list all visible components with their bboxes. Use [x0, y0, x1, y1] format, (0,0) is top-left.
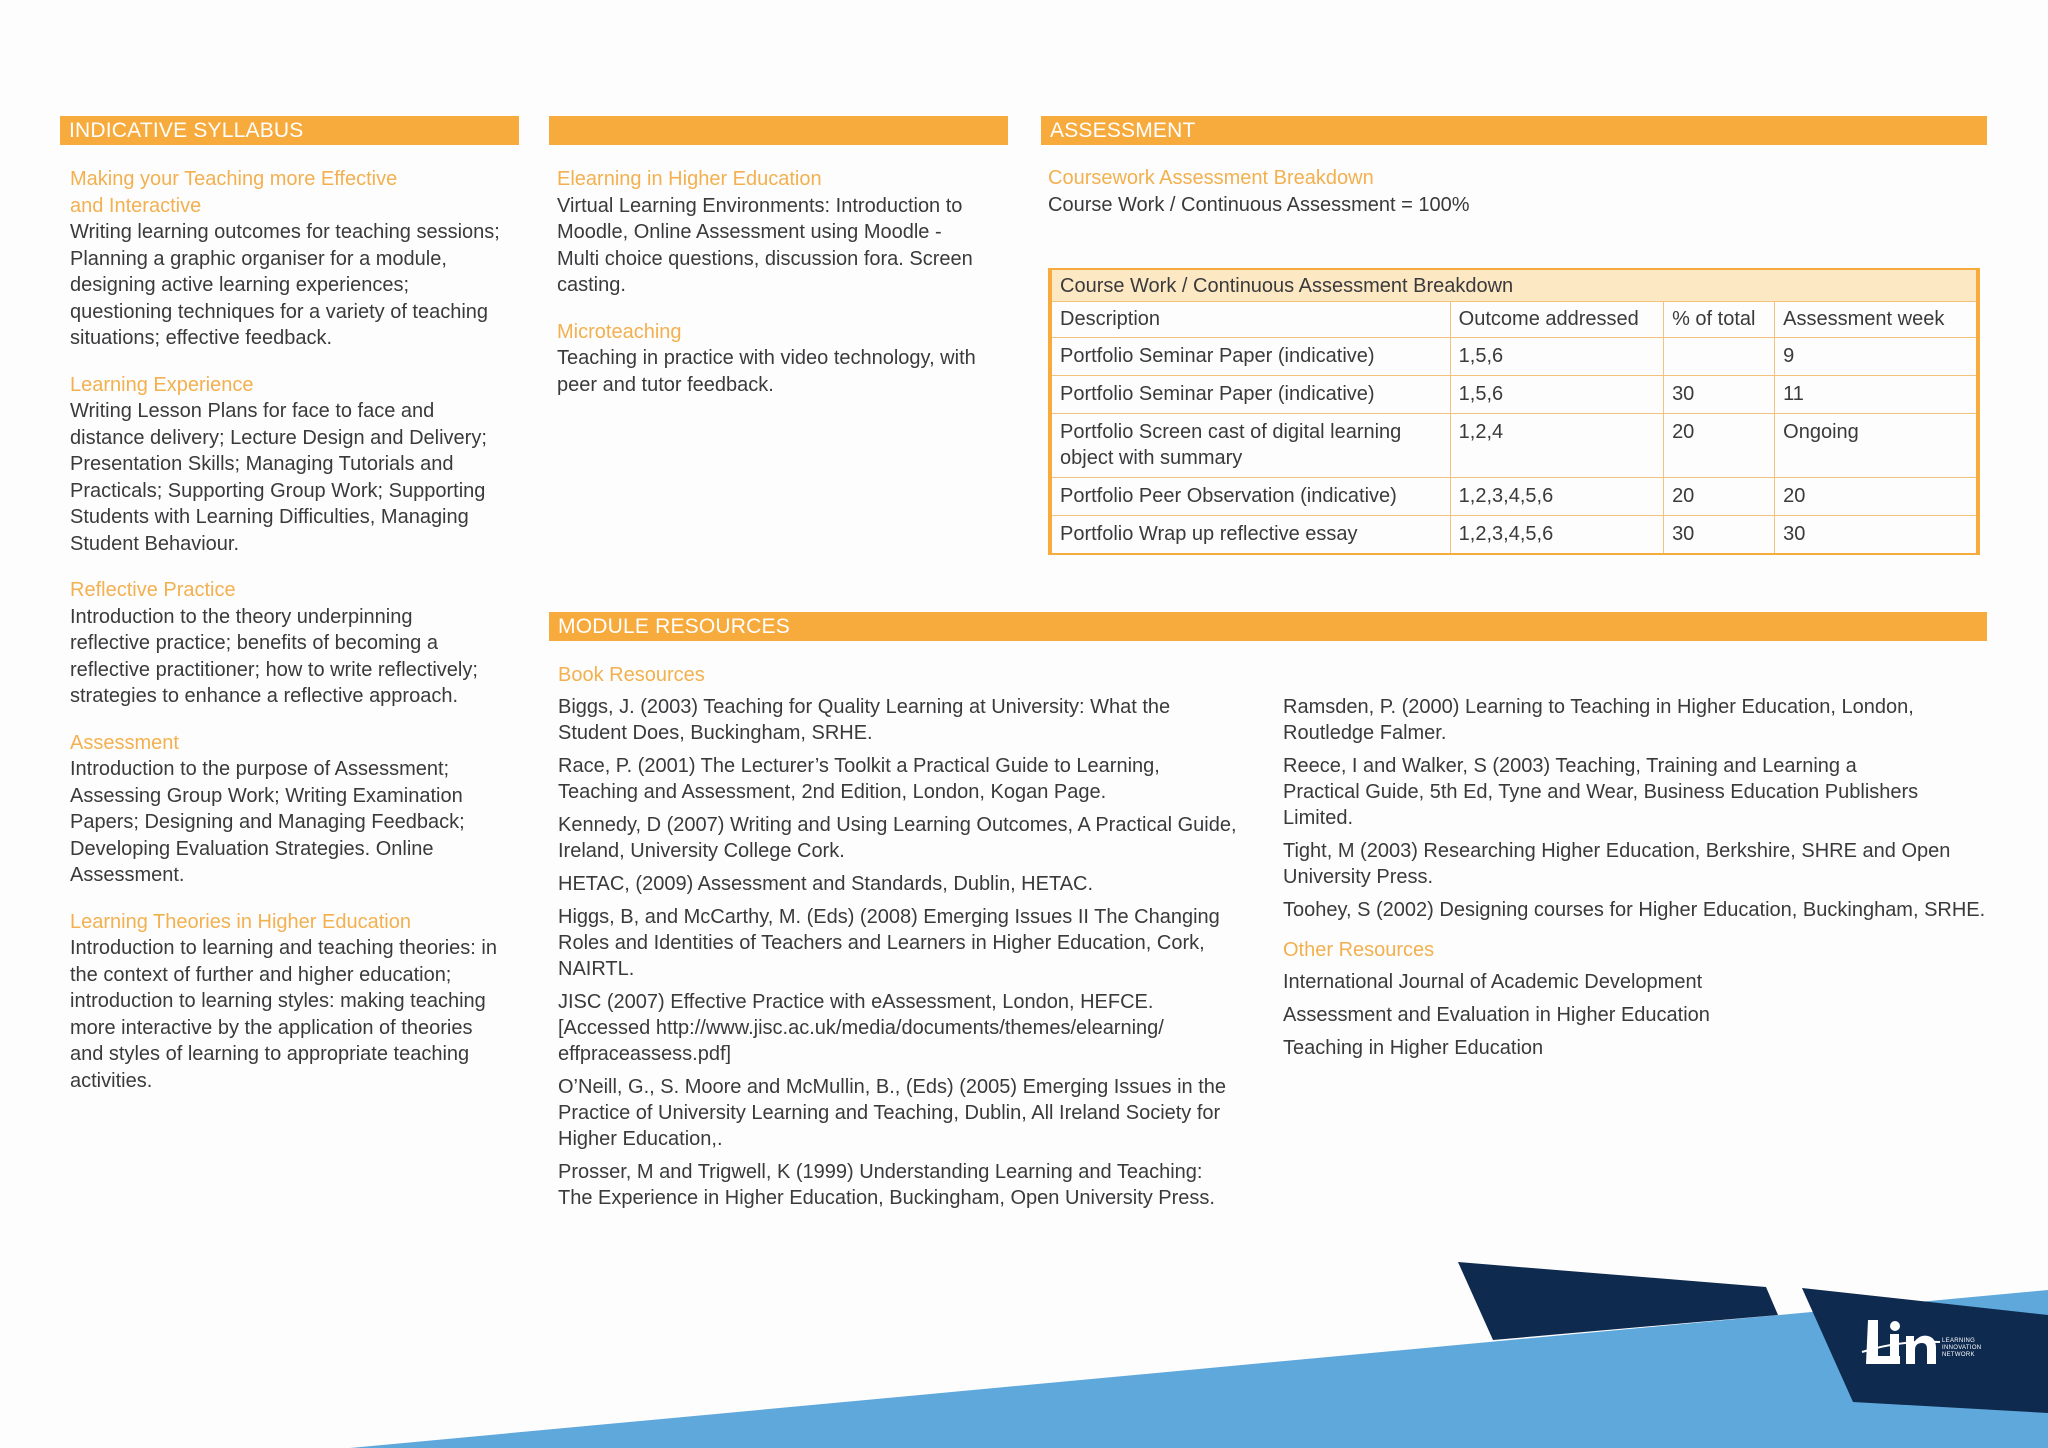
table-cell: 1,2,4 — [1450, 413, 1663, 477]
table-header-cell: Outcome addressed — [1450, 301, 1663, 337]
table-cell: Portfolio Peer Observation (indicative) — [1052, 477, 1450, 515]
table-header-cell: Description — [1052, 301, 1450, 337]
syllabus-section-title: Microteaching — [557, 320, 682, 343]
table-cell: 20 — [1663, 477, 1774, 515]
table-cell: 20 — [1774, 477, 1976, 515]
table-cell: Portfolio Seminar Paper (indicative) — [1052, 375, 1450, 413]
logo-tagline-line: LEARNING — [1942, 1338, 1976, 1344]
table-cell: 1,5,6 — [1450, 337, 1663, 375]
reference-item: HETAC, (2009) Assessment and Standards, Dublin, HETAC. — [558, 872, 1094, 895]
reference-item: Higgs, B, and McCarthy, M. (Eds) (2008) Emerging Issues II The Changing Roles and Identities of Teachers and Learners in Higher Education, Cork, NAIRTL. — [558, 905, 1220, 980]
table-header-cell: Assessment week — [1774, 301, 1976, 337]
other-resource-item: Assessment and Evaluation in Higher Education — [1283, 1003, 1710, 1026]
lin-logo-icon — [1860, 1312, 1942, 1380]
syllabus-section-body: Introduction to the theory underpinning reflective practice; benefits of becoming a reflective practitioner; how to write reflectively; strategies to enhance a reflective approach. — [70, 605, 478, 707]
other-resource-item: Teaching in Higher Education — [1283, 1036, 1544, 1059]
assessment-summary: Course Work / Continuous Assessment = 100% — [1048, 194, 1470, 216]
syllabus-section-title: Learning Experience — [70, 373, 254, 396]
table-cell: Portfolio Screen cast of digital learning object with summary — [1052, 413, 1450, 477]
resources-header-bar: MODULE RESOURCES — [549, 612, 1987, 641]
syllabus-section-title: Reflective Practice — [70, 579, 236, 601]
table-cell: 30 — [1663, 515, 1774, 553]
table-cell: Ongoing — [1774, 413, 1976, 477]
table-cell: 1,2,3,4,5,6 — [1450, 515, 1663, 553]
logo-tagline — [1942, 1338, 1981, 1359]
syllabus-section-body: Writing learning outcomes for teaching sessions; Planning a graphic organiser for a module, designing active learning experiences; questioning techniques for a variety of teaching situations; effective feedback. — [70, 221, 500, 349]
reference-item: JISC (2007) Effective Practice with eAssessment, London, HEFCE. [Accessed http://www.jisc.ac.uk/media/documents/themes/elearning/ effpraceassess.pdf] — [558, 990, 1164, 1065]
assessment-header-bar: ASSESSMENT — [1041, 116, 1987, 145]
logo-tagline-line: NETWORK — [1942, 1352, 1975, 1358]
book-resources-title: Book Resources — [558, 664, 705, 686]
syllabus-section-title: Learning Theories in Higher Education — [70, 910, 411, 933]
light-blue-band — [350, 1290, 2048, 1448]
other-resource-item: International Journal of Academic Development — [1283, 970, 1703, 993]
syllabus-section-title: Elearning in Higher Education — [557, 168, 822, 190]
table-cell: Portfolio Seminar Paper (indicative) — [1052, 337, 1450, 375]
reference-item: Ramsden, P. (2000) Learning to Teaching in Higher Education, London, Routledge Falmer. — [1283, 696, 1914, 744]
table-caption: Course Work / Continuous Assessment Breakdown — [1052, 268, 1976, 301]
table-cell: 1,5,6 — [1450, 375, 1663, 413]
table-cell: 20 — [1663, 413, 1774, 477]
reference-item: Kennedy, D (2007) Writing and Using Learning Outcomes, A Practical Guide, Ireland, University College Cork. — [558, 813, 1237, 862]
reference-item: Reece, I and Walker, S (2003) Teaching, Training and Learning a Practical Guide, 5th Ed, Tyne and Wear, Business Education Publishers Limited. — [1283, 755, 1919, 829]
syllabus-section-body: Writing Lesson Plans for face to face and distance delivery; Lecture Design and Delivery; Presentation Skills; Managing Tutorials and Practicals; Supporting Group Work; Supporting Students with Learning Difficulties, Managing Student Behaviour. — [70, 400, 487, 555]
syllabus-section-body: Virtual Learning Environments: Introduction to Moodle, Online Assessment using Moodle - Multi choice questions, discussion fora. Screen casting. — [557, 194, 973, 296]
logo-tagline-line: INNOVATION — [1942, 1345, 1982, 1351]
reference-item: Race, P. (2001) The Lecturer’s Toolkit a Practical Guide to Learning, Teaching and Assessment, 2nd Edition, London, Kogan Page. — [558, 754, 1160, 803]
other-resources-title: Other Resources — [1283, 939, 1435, 961]
table-cell: 11 — [1774, 375, 1976, 413]
table-cell: 30 — [1774, 515, 1976, 553]
reference-item: Prosser, M and Trigwell, K (1999) Understanding Learning and Teaching: The Experience in Higher Education, Buckingham, Open University Press. — [558, 1160, 1215, 1209]
syllabus-section-body: Teaching in practice with video technology, with peer and tutor feedback. — [557, 347, 976, 396]
reference-item: Tight, M (2003) Researching Higher Education, Berkshire, SHRE and Open University Press. — [1283, 840, 1951, 888]
syllabus-section-title: Assessment — [70, 731, 179, 754]
table-cell: Portfolio Wrap up reflective essay — [1052, 515, 1450, 553]
syllabus-header-bar: INDICATIVE SYLLABUS — [60, 116, 519, 145]
table-cell: 30 — [1663, 375, 1774, 413]
table-cell: 1,2,3,4,5,6 — [1450, 477, 1663, 515]
table-cell: 9 — [1774, 337, 1976, 375]
syllabus-section-title: Making your Teaching more Effective and Interactive — [70, 168, 398, 217]
reference-item: O’Neill, G., S. Moore and McMullin, B., (Eds) (2005) Emerging Issues in the Practice of University Learning and Teaching, Dublin, All Ireland Society for Higher Education,. — [558, 1075, 1227, 1150]
syllabus-section-body: Introduction to learning and teaching theories: in the context of further and higher education; introduction to learning styles: making teaching more interactive by the application of theories and styles of learning to appropriate teaching activities. — [70, 937, 497, 1092]
reference-item: Biggs, J. (2003) Teaching for Quality Learning at University: What the Student Does, Buckingham, SRHE. — [558, 695, 1171, 744]
table-header-cell: % of total — [1663, 301, 1774, 337]
reference-item: Toohey, S (2002) Designing courses for Higher Education, Buckingham, SRHE. — [1283, 899, 1986, 921]
assessment-subtitle: Coursework Assessment Breakdown — [1048, 167, 1374, 189]
syllabus-section-body: Introduction to the purpose of Assessment; Assessing Group Work; Writing Examination Papers; Designing and Managing Feedback; Developing Evaluation Strategies. Online Assessment. — [70, 758, 465, 886]
